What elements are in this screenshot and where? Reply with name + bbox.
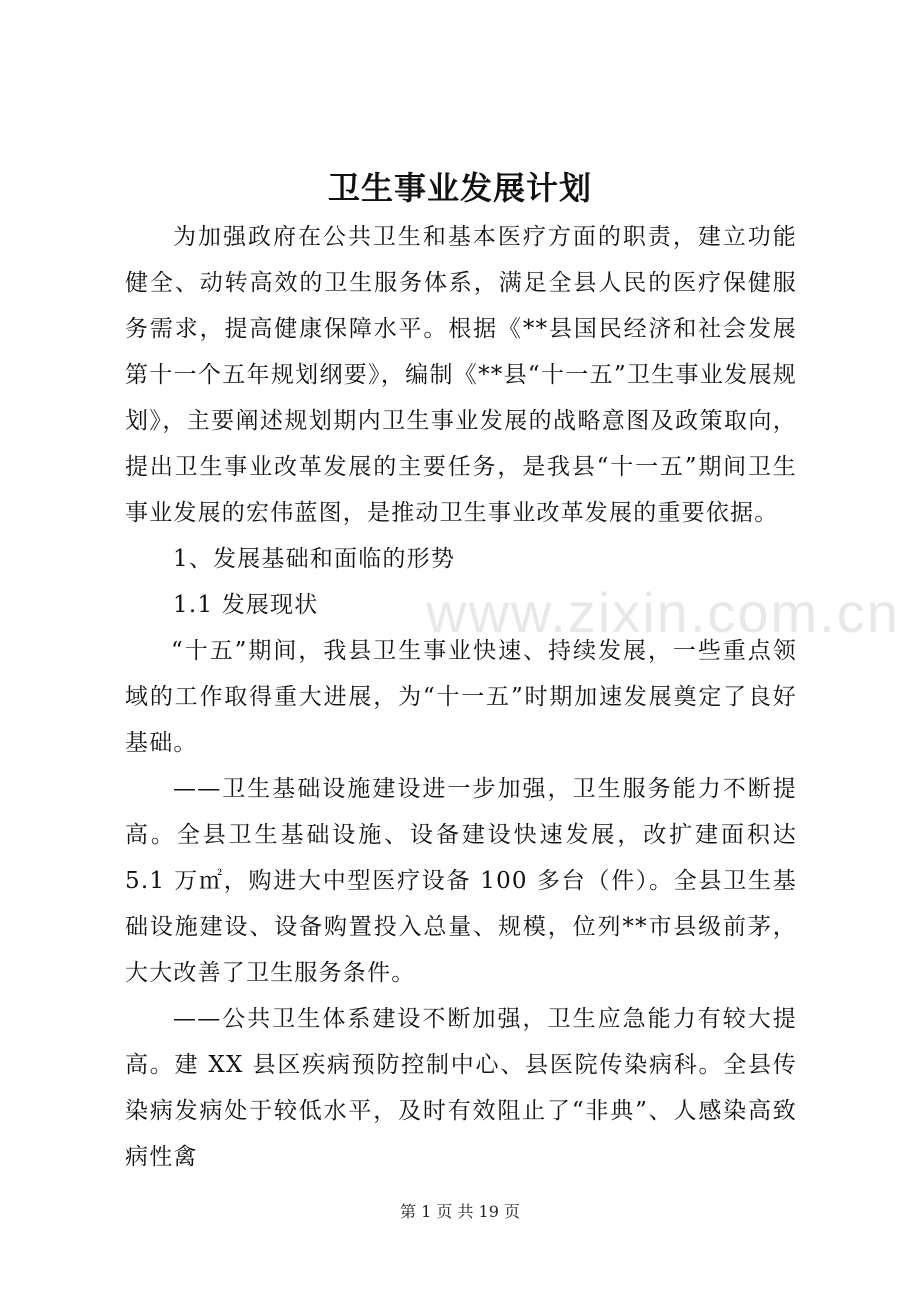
intro-paragraph: 为加强政府在公共卫生和基本医疗方面的职责，建立功能健全、动转高效的卫生服务体系，满足全县人民的医疗保健服务需求，提高健康保障水平。根据《**县国民经济和社会发展第十一个五年规划纲要》，编制《**县“十一五”卫生事业发展规划》，主要阐述规划期内卫生事业发展的战略意图及政策取向，提出卫生事业改革发展的主要任务，是我县“十一五”期间卫生事业发展的宏伟蓝图，是推动卫生事业改革发展的重要依据。 [125, 224, 797, 526]
status-paragraph: “十五”期间，我县卫生事业快速、持续发展，一些重点领域的工作取得重大进展，为“十一五”时期加速发展奠定了良好基础。 [125, 638, 797, 756]
document-body [125, 214, 797, 1180]
infrastructure-paragraph: ——卫生基础设施建设进一步加强，卫生服务能力不断提高。全县卫生基础设施、设备建设快速发展，改扩建面积达 5.1 万㎡，购进大中型医疗设备 100 多台（件）。全县卫生基础设施建设、设备购置投入总量、规模，位列**市县级前茅，大大改善了卫生服务条件。 [125, 776, 797, 986]
subsection-heading: 1.1 发展现状 [173, 592, 319, 618]
public-health-paragraph: ——公共卫生体系建设不断加强，卫生应急能力有较大提高。建 XX 县区疾病预防控制中心、县医院传染病科。全县传染病发病处于较低水平，及时有效阻止了“非典”、人感染高致病性禽 [125, 1006, 797, 1170]
section-heading: 1、发展基础和面临的形势 [173, 546, 456, 572]
document-title: 卫生事业发展计划 [327, 169, 592, 207]
page-number-footer: 第 1 页 共 19 页 [400, 1202, 520, 1221]
watermark-logo: www.zixin.com.cn [426, 581, 900, 644]
